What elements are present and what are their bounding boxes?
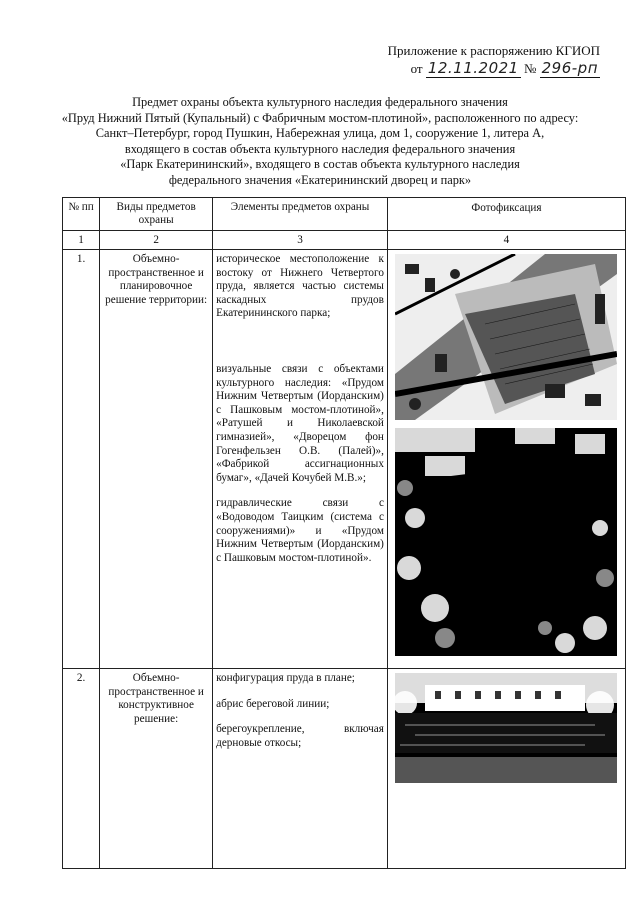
row-photos [387,669,625,869]
row-elements [213,669,388,869]
pond-photo [395,673,617,783]
table-row [63,250,626,669]
row-type: Объемно-пространственное и конструктивное решение: [100,669,213,869]
header-photo: Фотофиксация [387,198,625,231]
title-line: Санкт–Петербург, город Пушкин, Набережная улица, дом 1, сооружение 1, литера А, [95,126,545,141]
table-index-row [63,231,626,250]
element-item: абрис береговой линии; [216,697,330,710]
protection-table [62,197,626,869]
map-photo [395,254,617,420]
order-date: 12.11.2021 [427,59,519,77]
header-number: № пп [63,198,100,231]
order-number-line [388,60,600,77]
title-line: федерального значения «Екатерининский дворец и парк» [168,172,472,187]
title-line: Предмет охраны объекта культурного наследия федерального значения [132,95,508,109]
row-type: Объемно-пространственное и планировочное решение территории: [100,250,213,669]
index-cell: 4 [387,231,625,250]
aerial-photo [395,428,617,656]
header-type: Виды предметов охраны [100,198,213,231]
index-cell: 2 [100,231,213,250]
document-title [40,95,600,189]
element-item: берегоукрепление, включая дерновые откосы; [216,723,384,749]
appendix-header [388,42,600,77]
element-item: конфигурация пруда в плане; [216,672,355,684]
row-number: 2. [63,669,100,869]
element-item: визуальные связи с объектами культурного наследия: «Прудом Нижним Четвертым (Иорданским) с Пашковым мостом-плотиной», «Ратушей и Николаевской гимназией», «Дворецом фон Гогенфельзен О.В. (Палей)», «Фабрикой ассигнационных бумаг», «Дачей Кочубей М.В.»; [216,362,384,484]
index-cell: 1 [63,231,100,250]
title-line: «Пруд Нижний Пятый (Купальный) с Фабричным мостом-плотиной», расположенного по адресу: [61,110,579,125]
table-row [63,669,626,869]
number-prefix: № [523,61,537,76]
title-line: входящего в состав объекта культурного наследия федерального значения [124,141,516,156]
element-item: историческое местоположение к востоку от Нижнего Четвертого пруда, является частью системы каскадных прудов Екатерининского парка; [216,253,384,320]
index-cell: 3 [213,231,388,250]
date-prefix: от [410,61,423,76]
table-header-row [63,198,626,231]
title-line: «Парк Екатерининский», входящего в состав объекта культурного наследия [120,157,520,172]
row-photos [387,250,625,669]
appendix-line: Приложение к распоряжению КГИОП [387,43,600,58]
order-number: 296-рп [541,59,598,77]
row-number: 1. [63,250,100,669]
row-elements [213,250,388,669]
element-item: гидравлические связи с «Водоводом Таицким (система с сооружениями)» и «Прудом Нижним Четвертым (Иорданским) с Пашковым мостом-плотиной». [216,497,384,564]
header-elements: Элементы предметов охраны [213,198,388,231]
